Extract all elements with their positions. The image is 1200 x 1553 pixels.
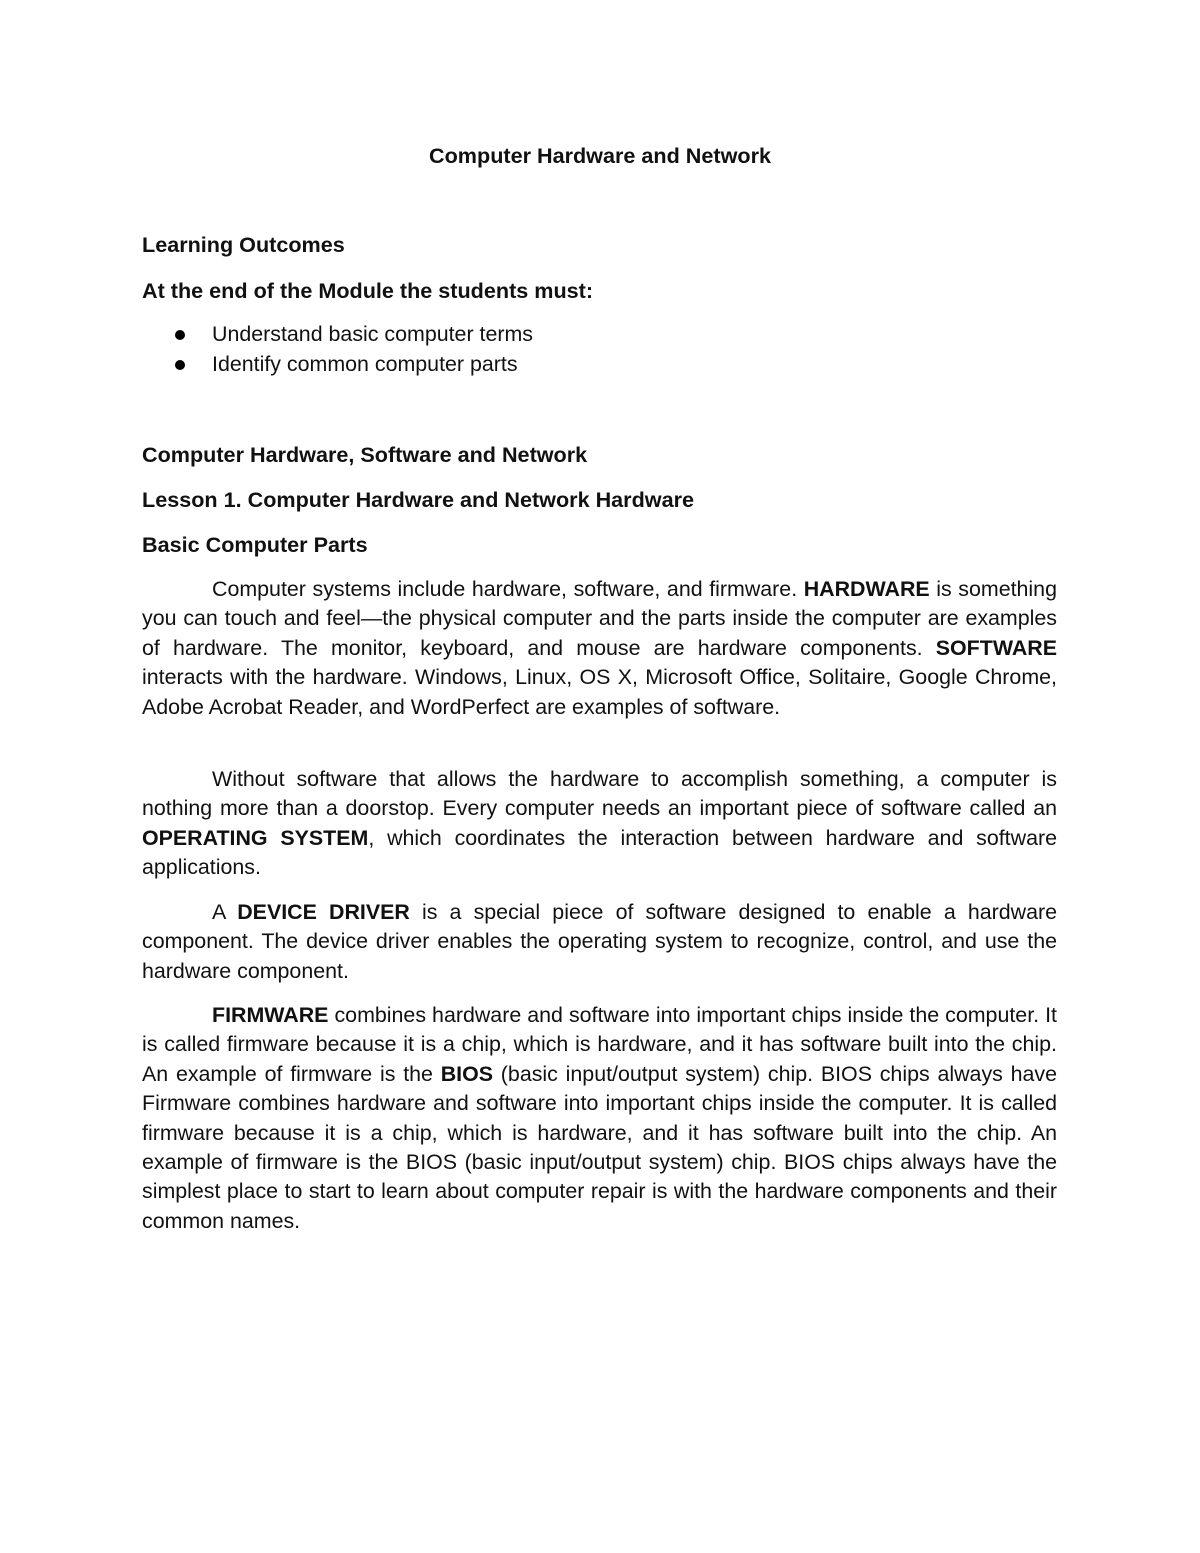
paragraph-hardware-software <box>142 575 1057 722</box>
term-hardware: HARDWARE <box>803 577 930 601</box>
section-heading: Computer Hardware, Software and Network <box>142 442 588 467</box>
term-bios: BIOS <box>440 1061 494 1086</box>
bullet-icon <box>175 360 185 370</box>
paragraph-text: (basic input/output system) chip. BIOS chips always have Firmware combines hardware and software into important chips inside the computer. It is called firmware because it is a chip, which is hardware, and it has software built into the chip. An example of firmware is the BIOS (basic input/output system) chip. BIOS chips always have the simplest place to start to learn about computer repair is with the hardware components and their common names. <box>142 1061 1058 1233</box>
paragraph-operating-system <box>142 765 1057 883</box>
paragraph-firmware <box>142 1001 1057 1236</box>
paragraph-text: A <box>212 900 238 924</box>
list-item-text: Understand basic computer terms <box>212 322 533 346</box>
term-device-driver: DEVICE DRIVER <box>237 900 410 924</box>
learning-outcomes-intro: At the end of the Module the students must: <box>142 278 594 303</box>
term-software: SOFTWARE <box>935 635 1057 660</box>
bullet-icon <box>175 330 185 340</box>
paragraph-text: is something you can touch and feel—the physical computer and the parts inside the computer are examples of hardware. The monitor, keyboard, and mouse are hardware components. <box>142 577 1057 660</box>
lesson-heading: Lesson 1. Computer Hardware and Network Hardware <box>142 487 694 512</box>
paragraph-text: , which coordinates the interaction between hardware and software applications. <box>142 825 1057 880</box>
paragraph-text: Computer systems include hardware, software, and firmware. <box>212 577 804 601</box>
term-operating-system: OPERATING SYSTEM <box>142 825 369 850</box>
paragraph-device-driver <box>142 898 1057 986</box>
paragraph-text: Without software that allows the hardware to accomplish something, a computer is nothing more than a doorstop. Every computer needs an important piece of software called an <box>142 767 1057 821</box>
list-item <box>142 320 533 350</box>
paragraph-text: combines hardware and software into important chips inside the computer. It is called firmware because it is a chip, which is hardware, and it has software built into the chip. An example of firmware is the <box>142 1003 1057 1086</box>
paragraph-text: interacts with the hardware. Windows, Linux, OS X, Microsoft Office, Solitaire, Google Chrome, Adobe Acrobat Reader, and WordPerfect are examples of software. <box>142 665 1057 719</box>
list-item <box>142 350 533 380</box>
page-title: Computer Hardware and Network <box>429 143 771 168</box>
subsection-heading: Basic Computer Parts <box>142 532 368 557</box>
term-firmware: FIRMWARE <box>212 1003 329 1027</box>
paragraph-text: is a special piece of software designed to enable a hardware component. The device driver enables the operating system to recognize, control, and use the hardware component. <box>142 900 1058 983</box>
list-item-text: Identify common computer parts <box>212 352 518 376</box>
learning-outcomes-heading: Learning Outcomes <box>142 232 345 257</box>
outcomes-list <box>142 320 533 380</box>
